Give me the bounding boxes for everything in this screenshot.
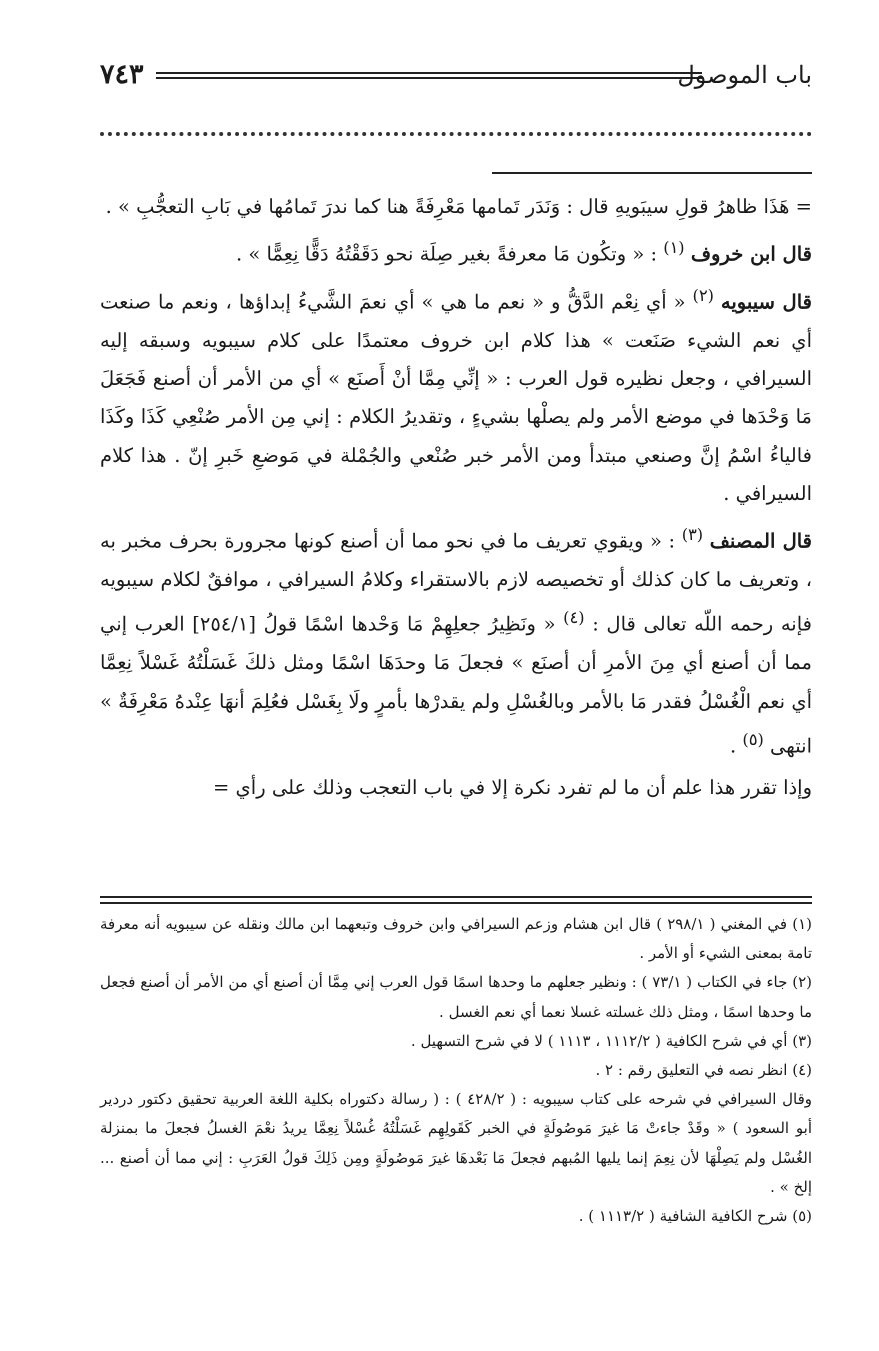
footnotes [100, 910, 812, 1231]
footnote-4-continued: وقال السيرافي في شرحه على كتاب سيبويه : ( ٤٢٨/٢ ) : ( رسالة دكتوراه بكلية اللغة العربية تحقيق دكتور دردير أبو السعود ) « وقَدْ جاءتْ مَا غيرَ مَوصُولَةٍ في الخبر كَقَولِهِم غَسَلْتُهُ غُسْلاً نِعِمَّا يريدُ نعْمَ الغسلُ فجعلَ ما بمنزلة الغُسْل ولم يَصِلْهَا لأن نِعِمَ إنما يليها المُبهم فجعلَ مَا بَعْدهَا غيرَ مَوصُولَةٍ ومِن ذَلِكَ قولُ العَرَبِ : إني مما أن أصنع ... إلخ » . [100, 1090, 812, 1196]
dotted-separator [100, 132, 812, 136]
main-text [100, 188, 812, 810]
paragraph-2: قال ابن خروف $^{(١)}$ : « وتكُون مَا معرفةً بغير صِلَة نحو دَقَقْتُهُ دَقًّا نِعِمًّا » . [235, 238, 812, 266]
paragraph-1: = هَذَا ظاهرُ قولِ سيبَويهِ قال : وَنَدَر تَمامها مَعْرِفَةً هنا كما ندرَ تَمامُها في بَابِ التعجُّبِ » . [105, 195, 812, 218]
footnote-rule [100, 896, 812, 904]
footnote-3: (٣) أي في شرح الكافية ( ١١١٢/٢ ، ١١١٣ ) لا في شرح التسهيل . [410, 1031, 812, 1050]
paragraph-5: وإذا تقرر هذا علم أن ما لم تفرد نكرة إلا في باب التعجب وذلك على رأي = [212, 775, 812, 799]
page-header [100, 58, 812, 92]
book-page [100, 0, 812, 1351]
header-rule [156, 72, 702, 79]
footnote-5: (٥) شرح الكافية الشافية ( ١١١٣/٢ ) . [578, 1207, 812, 1226]
footnote-2: (٢) جاء في الكتاب ( ٧٣/١ ) : ونظير جعلهم ما وحدها اسمًا قول العرب إني مِمَّا أن أصنع أي من الأمر أن أصنع فجعل ما وحدها اسمًا ، ومثل ذلك غسلته غسلا نعما أي نعم الغسل . [100, 973, 812, 1021]
paragraph-3: قال سيبويه $^{(٢)}$ « أي نِعْم الدَّقُّ و « نعم ما هي » أي نعمَ الشَّيءُ إبداؤها ، ونعم ما صنعت أي نعم الشيء صَنَعت » هذا كلام ابن خروف معتمدًا على كلام سيبويه وسبقه إليه السيرافي ، وجعل نظيره قول العرب : « إنِّي مِمَّا أنْ أَصنَع » أي من الأمر أن أصنع فَجَعَلَ مَا وَحْدَها في موضع الأمر ولم يصلْها بشيءٍ ، وتقديرُ الكلام : إني مِن الأمر صُنْعِي كَذَا وكَذَا فالياءُ اسْمُ إنَّ وصنعي مبتدأ ومن الأمر خبر صُنْعي والجُمْلة في مَوضعِ خَبرِ إنّ . هذا كلام السيرافي . [100, 286, 812, 506]
paragraph-4: قال المصنف $^{(٣)}$ : « ويقوي تعريف ما في نحو مما أن أصنع كونها مجرورة بحرف مخبر به ، وتعريف ما كان كذلك أو تخصيصه لازم بالاستقراء وكلامُ السيرافي ، موافقٌ لكلام سيبويه فإنه رحمه اللّه تعالى قال : $^{(٤)}$ « ونَظِيرُ جعلِهِمْ مَا وَحْدها اسْمًا قولُ [٢٥٤/١] العرب إني مما أن أصنع أي مِنَ الأمرِ أن أصنَع » فجعلَ مَا وحدَهَا اسْمًا ومثل ذلكَ غَسَلْتُهُ غَسْلاً نِعِمَّا أي نعم الْغُسْلُ فقدر مَا بالأمر وبالغُسْلِ ولم يقدرْها بأمرٍ ولَا بِغَسْل فعُلِمَ أنهَا عِنْدهُ مَعْرِفَةٌ » انتهى $^{(٥)}$ . [100, 525, 812, 758]
footnote-1: (١) في المغني ( ٢٩٨/١ ) قال ابن هشام وزعم السيرافي وابن خروف وتبعهما ابن مالك ونقله عن سيبويه أنه معرفة تامة بمعنى الشيء أو الأمر . [100, 915, 812, 963]
section-rule [492, 172, 812, 174]
page-number: ٧٤٣ [100, 59, 144, 90]
chapter-title: باب الموصول [677, 61, 812, 89]
footnote-4: (٤) انظر نصه في التعليق رقم : ٢ . [595, 1061, 812, 1080]
